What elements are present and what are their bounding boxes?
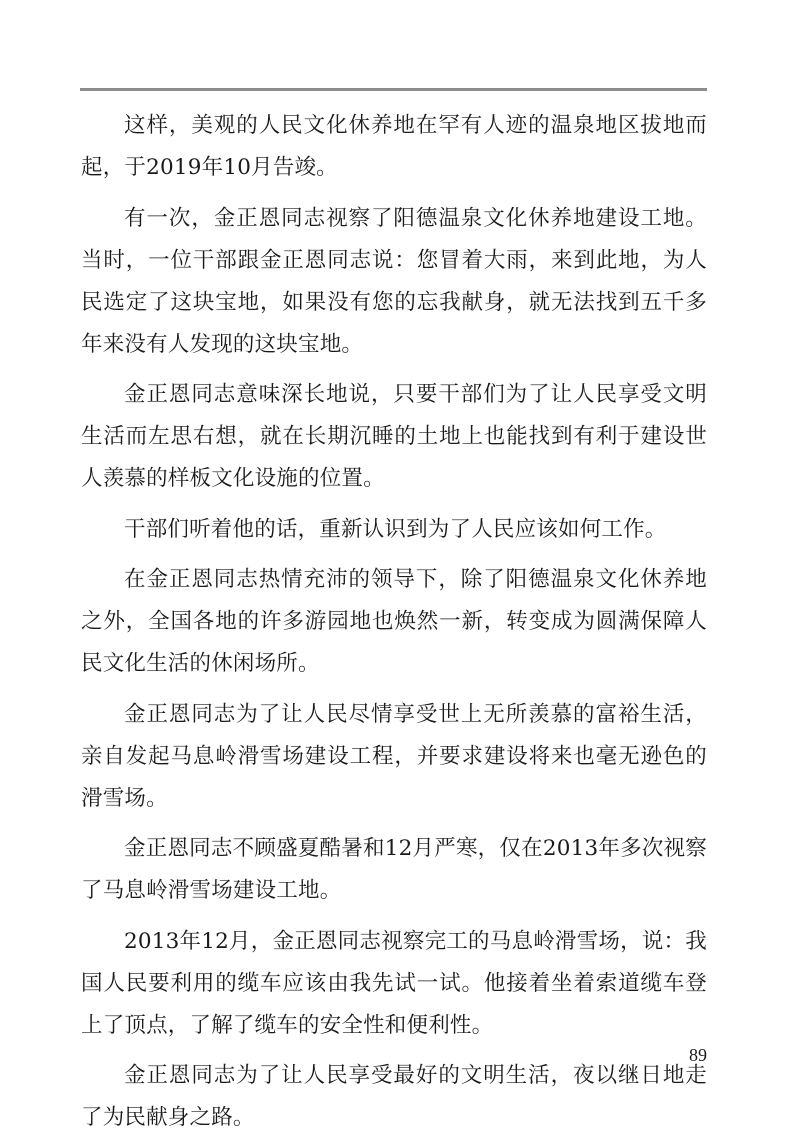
page-number: 89 xyxy=(689,1045,707,1065)
body-text xyxy=(81,105,707,1148)
header-rule xyxy=(80,88,707,91)
paragraph: 干部们听着他的话，重新认识到为了人民应该如何工作。 xyxy=(124,516,667,542)
paragraph: 这样，美观的人民文化休养地在罕有人迹的温泉地区拔地而起，于2019年10月告竣。 xyxy=(81,113,707,180)
paragraph: 有一次，金正恩同志视察了阳德温泉文化休养地建设工地。当时，一位干部跟金正恩同志说：您冒着大雨，来到此地，为人民选定了这块宝地，如果没有您的忘我献身，就无法找到五千多年来没有人发现的这块宝地。 xyxy=(81,205,707,357)
paragraph: 金正恩同志意味深长地说，只要干部们为了让人民享受文明生活而左思右想，就在长期沉睡的土地上也能找到有利于建设世人羡慕的样板文化设施的位置。 xyxy=(81,382,707,491)
paragraph: 金正恩同志不顾盛夏酷暑和12月严寒，仅在2013年多次视察了马息岭滑雪场建设工地。 xyxy=(81,836,707,903)
paragraph: 金正恩同志为了让人民享受最好的文明生活，夜以继日地走了为民献身之路。 xyxy=(81,1063,707,1130)
paragraph: 在金正恩同志热情充沛的领导下，除了阳德温泉文化休养地之外，全国各地的许多游园地也焕然一新，转变成为圆满保障人民文化生活的休闲场所。 xyxy=(81,567,707,676)
paragraph: 金正恩同志为了让人民尽情享受世上无所羡慕的富裕生活，亲自发起马息岭滑雪场建设工程，并要求建设将来也毫无逊色的滑雪场。 xyxy=(81,701,707,811)
paragraph: 2013年12月，金正恩同志视察完工的马息岭滑雪场，说：我国人民要利用的缆车应该由我先试一试。他接着坐着索道缆车登上了顶点，了解了缆车的安全性和便利性。 xyxy=(81,928,707,1038)
